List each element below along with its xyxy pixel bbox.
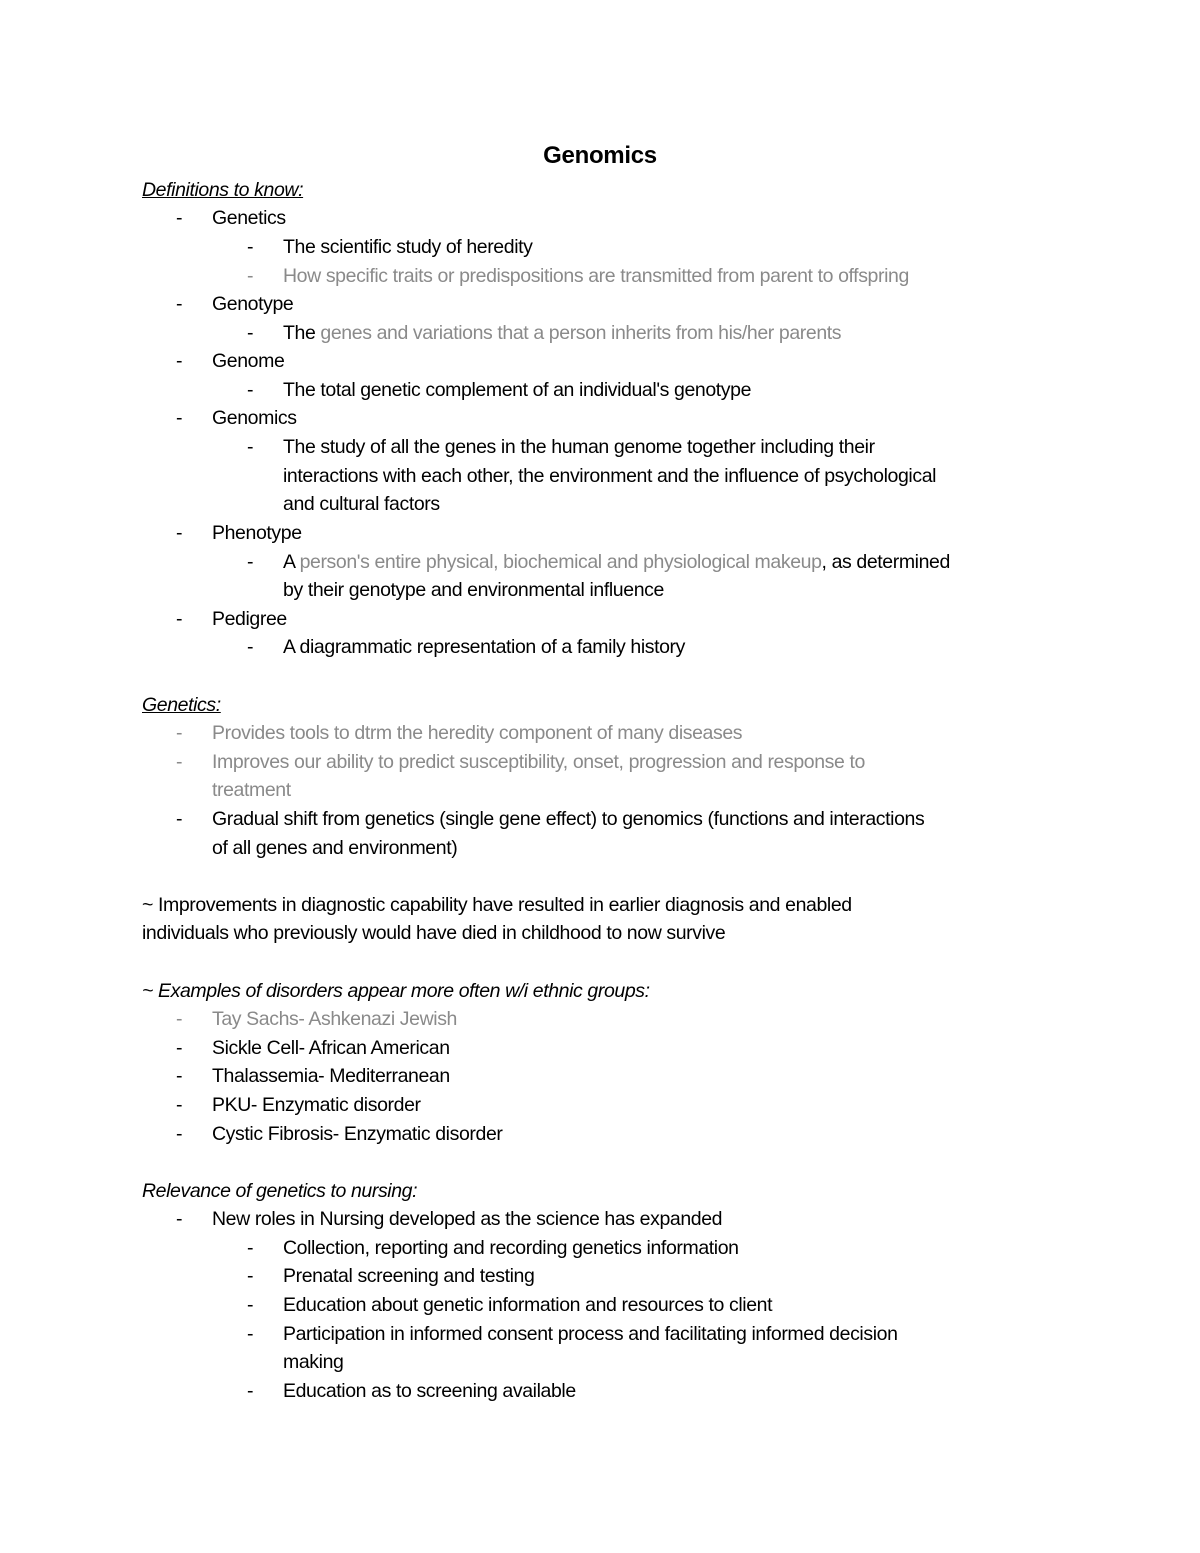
list-item-continuation: of all genes and environment) xyxy=(212,837,458,859)
bullet-dash: - xyxy=(176,350,183,372)
term-phenotype: Phenotype xyxy=(212,522,302,544)
bullet-dash: - xyxy=(247,1294,254,1316)
nursing-heading: Relevance of genetics to nursing: xyxy=(142,1180,418,1202)
bullet-dash: - xyxy=(247,1380,254,1402)
bullet-dash: - xyxy=(247,1237,254,1259)
list-item-text: PKU- Enzymatic disorder xyxy=(212,1094,421,1116)
bullet-dash: - xyxy=(247,636,254,658)
bullet-dash: - xyxy=(247,265,254,287)
paragraph-line: individuals who previously would have died in childhood to now survive xyxy=(142,922,726,944)
list-item-text: New roles in Nursing developed as the science has expanded xyxy=(212,1208,723,1230)
list-item-text: Tay Sachs- Ashkenazi Jewish xyxy=(212,1008,457,1030)
definitions-heading: Definitions to know: xyxy=(142,179,304,201)
term-genome: Genome xyxy=(212,350,285,372)
examples-heading: ~ Examples of disorders appear more often w/i ethnic groups: xyxy=(142,980,650,1002)
term-genomics: Genomics xyxy=(212,407,297,429)
bullet-dash: - xyxy=(247,236,254,258)
paragraph-line: ~ Improvements in diagnostic capability have resulted in earlier diagnosis and enabled xyxy=(142,894,852,916)
bullet-dash: - xyxy=(176,407,183,429)
list-item-continuation: treatment xyxy=(212,779,291,801)
definition-text: The study of all the genes in the human genome together including their xyxy=(283,436,875,458)
bullet-dash: - xyxy=(176,1008,183,1030)
definition-text-part: , as determined xyxy=(821,551,950,573)
definition-text: How specific traits or predispositions are transmitted from parent to offspring xyxy=(283,265,909,287)
bullet-dash: - xyxy=(176,722,183,744)
list-item-text: Gradual shift from genetics (single gene effect) to genomics (functions and interactions xyxy=(212,808,925,830)
list-item-text: Prenatal screening and testing xyxy=(283,1265,535,1287)
bullet-dash: - xyxy=(247,551,254,573)
bullet-dash: - xyxy=(247,1265,254,1287)
bullet-dash: - xyxy=(176,1037,183,1059)
list-item-text: Thalassemia- Mediterranean xyxy=(212,1065,450,1087)
definition-text xyxy=(283,319,841,348)
bullet-dash: - xyxy=(176,1208,183,1230)
definition-continuation: interactions with each other, the environment and the influence of psychological xyxy=(283,465,937,487)
definition-text: The scientific study of heredity xyxy=(283,236,533,258)
term-genetics: Genetics xyxy=(212,207,286,229)
bullet-dash: - xyxy=(247,322,254,344)
term-pedigree: Pedigree xyxy=(212,608,287,630)
bullet-dash: - xyxy=(176,1094,183,1116)
definition-text-part: A xyxy=(283,551,300,573)
definition-text-part: The xyxy=(283,322,321,344)
bullet-dash: - xyxy=(176,207,183,229)
list-item-text: Improves our ability to predict susceptibility, onset, progression and response to xyxy=(212,751,865,773)
definition-text-part: person's entire physical, biochemical and physiological makeup xyxy=(299,551,822,573)
list-item-text: Sickle Cell- African American xyxy=(212,1037,450,1059)
definition-text: A diagrammatic representation of a family history xyxy=(283,636,686,658)
bullet-dash: - xyxy=(176,751,183,773)
bullet-dash: - xyxy=(176,1123,183,1145)
bullet-dash: - xyxy=(247,1323,254,1345)
definition-text: The total genetic complement of an individual's genotype xyxy=(283,379,752,401)
list-item-text: Provides tools to dtrm the heredity component of many diseases xyxy=(212,722,743,744)
genetics-heading: Genetics: xyxy=(142,694,221,716)
definition-continuation: by their genotype and environmental influence xyxy=(283,579,664,601)
list-item-text: Collection, reporting and recording genetics information xyxy=(283,1237,739,1259)
list-item-text: Education as to screening available xyxy=(283,1380,576,1402)
definition-text-part: genes and variations that a person inherits from his/her parents xyxy=(320,322,842,344)
bullet-dash: - xyxy=(176,1065,183,1087)
list-item-text: Participation in informed consent process and facilitating informed decision xyxy=(283,1323,898,1345)
list-item-text: Cystic Fibrosis- Enzymatic disorder xyxy=(212,1123,503,1145)
term-genotype: Genotype xyxy=(212,293,294,315)
list-item-text: Education about genetic information and resources to client xyxy=(283,1294,773,1316)
definition-text xyxy=(283,548,950,577)
bullet-dash: - xyxy=(176,522,183,544)
document-title: Genomics xyxy=(543,142,657,169)
bullet-dash: - xyxy=(176,608,183,630)
definition-continuation: and cultural factors xyxy=(283,493,440,515)
list-item-continuation: making xyxy=(283,1351,344,1373)
bullet-dash: - xyxy=(247,436,254,458)
bullet-dash: - xyxy=(176,293,183,315)
bullet-dash: - xyxy=(247,379,254,401)
bullet-dash: - xyxy=(176,808,183,830)
